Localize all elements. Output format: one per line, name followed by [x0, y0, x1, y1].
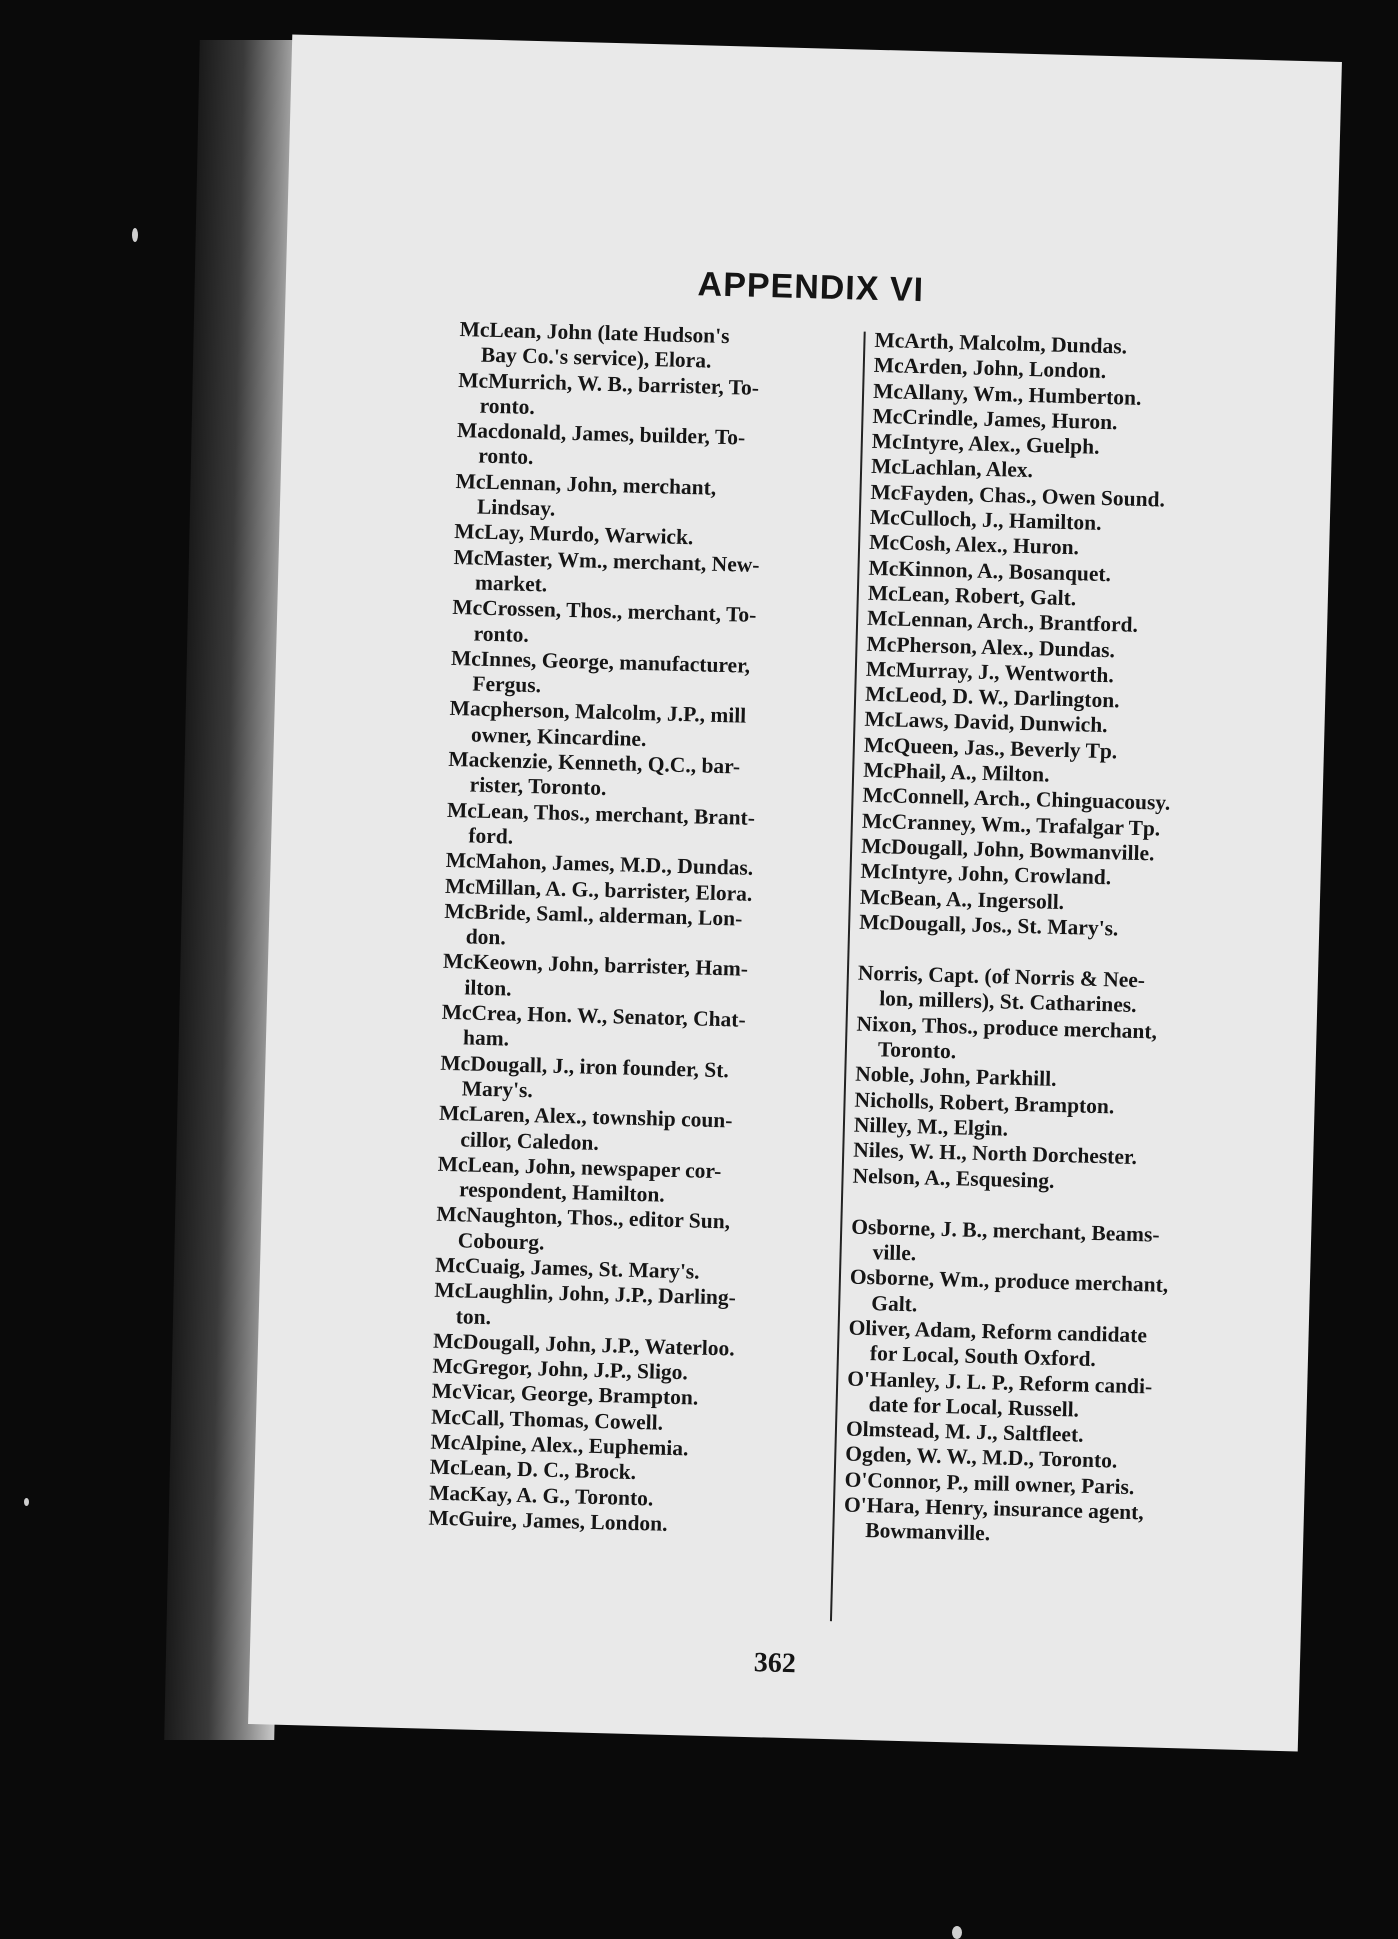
entry-continuation: Toronto. — [877, 1037, 957, 1064]
entry-continuation: Galt. — [870, 1290, 918, 1317]
entry-line: McDougall, John, J.P., Waterloo. — [432, 1328, 735, 1361]
entry-continuation: rister, Toronto. — [469, 772, 607, 801]
entry-continuation: date for Local, Russell. — [868, 1391, 1080, 1422]
entry-continuation: Lindsay. — [476, 494, 556, 521]
entry-line: McQueen, Jas., Beverly Tp. — [863, 732, 1118, 764]
entry-line: McCranney, Wm., Trafalgar Tp. — [861, 808, 1161, 841]
entry-line: McCosh, Alex., Huron. — [868, 530, 1080, 560]
entry-continuation: Fergus. — [472, 671, 542, 698]
entry-continuation: cillor, Caledon. — [460, 1126, 600, 1155]
entry-line: McCrea, Hon. W., Senator, Chat- — [441, 999, 746, 1032]
entry-line: McLaughlin, John, J.P., Darling- — [434, 1277, 737, 1310]
entry-line: McKinnon, A., Bosanquet. — [868, 555, 1112, 586]
entry-line: Osborne, J. B., merchant, Beams- — [850, 1214, 1160, 1247]
entry-line: Nixon, Thos., produce merchant, — [856, 1011, 1158, 1044]
entry-line: McBride, Saml., alderman, Lon- — [444, 898, 743, 931]
entry-line: McLennan, John, merchant, — [455, 468, 717, 500]
entry-line: Osborne, Wm., produce merchant, — [849, 1264, 1169, 1298]
entry-line: McArden, John, London. — [873, 353, 1107, 384]
entry-continuation: ronto. — [473, 621, 530, 647]
entry-line: McBean, A., Ingersoll. — [859, 884, 1065, 914]
entry-line: McCrindle, James, Huron. — [872, 403, 1118, 435]
entry-line: McLean, John, newspaper cor- — [437, 1151, 722, 1183]
page-number: 362 — [753, 1647, 797, 1680]
entry-line: McIntyre, John, Crowland. — [860, 858, 1112, 890]
book-page — [248, 35, 1342, 1752]
entry-line: McLean, Thos., merchant, Brant- — [446, 797, 756, 830]
entry-line: McAllany, Wm., Humberton. — [872, 378, 1142, 410]
entry-continuation: owner, Kincardine. — [470, 722, 647, 751]
entry-continuation: ford. — [468, 823, 514, 849]
entry-line: McGregor, John, J.P., Sligo. — [432, 1353, 689, 1385]
entry-continuation: ilton. — [464, 975, 512, 1001]
entry-line: McPherson, Alex., Dundas. — [866, 631, 1116, 662]
entry-continuation: ham. — [462, 1025, 510, 1051]
entry-line: Nelson, A., Esquesing. — [852, 1163, 1055, 1193]
entry-line: McConnell, Arch., Chinguacousy. — [862, 783, 1171, 816]
entry-line: McGuire, James, London. — [428, 1505, 668, 1536]
entry-line: McCuaig, James, St. Mary's. — [434, 1252, 700, 1284]
entry-line: McPhail, A., Milton. — [862, 757, 1050, 787]
entry-line: McLean, John (late Hudson's — [459, 317, 730, 349]
entry-line: McNaughton, Thos., editor Sun, — [436, 1202, 731, 1234]
scan-speck — [24, 1498, 29, 1506]
entry-continuation: ronto. — [478, 444, 534, 470]
entry-line: McIntyre, Alex., Guelph. — [871, 429, 1100, 460]
entry-line: Noble, John, Parkhill. — [854, 1061, 1057, 1092]
entry-line: Nicholls, Robert, Brampton. — [854, 1087, 1115, 1119]
entry-line: McDougall, Jos., St. Mary's. — [858, 909, 1119, 941]
entry-continuation: Bowmanville. — [865, 1518, 991, 1546]
entry-line: Oliver, Adam, Reform candidate — [848, 1315, 1148, 1348]
right-column — [843, 328, 1275, 1554]
entry-line: McLaws, David, Dunwich. — [864, 707, 1108, 738]
entry-line: McLean, Robert, Galt. — [867, 580, 1077, 611]
entry-line: McFayden, Chas., Owen Sound. — [870, 479, 1166, 512]
entry-line: McMurrich, W. B., barrister, To- — [458, 367, 760, 400]
entry-line: McMurray, J., Wentworth. — [865, 656, 1115, 688]
entry-line: McCulloch, J., Hamilton. — [869, 504, 1102, 535]
entry-line: McMaster, Wm., merchant, New- — [453, 544, 760, 577]
entry-continuation: for Local, South Oxford. — [869, 1341, 1097, 1372]
entry-line: McVicar, George, Brampton. — [431, 1379, 699, 1411]
entry-line: O'Hara, Henry, insurance agent, — [843, 1492, 1145, 1525]
entry-line: MacKay, A. G., Toronto. — [428, 1480, 654, 1511]
entry-continuation: ronto. — [479, 393, 536, 419]
entry-line: Niles, W. H., North Dorchester. — [852, 1137, 1138, 1170]
entry-continuation: don. — [465, 924, 507, 950]
entry-line: Macpherson, Malcolm, J.P., mill — [449, 696, 747, 729]
entry-line: McLeod, D. W., Darlington. — [864, 681, 1120, 713]
entry-line: McLennan, Arch., Brantford. — [866, 606, 1139, 638]
entry-line: McArth, Malcolm, Dundas. — [874, 327, 1128, 359]
entry-line: McDougall, John, Bowmanville. — [860, 833, 1155, 866]
entry-line: McCall, Thomas, Cowell. — [430, 1404, 664, 1435]
entry-line: Nilley, M., Elgin. — [853, 1112, 1009, 1141]
scan-speck — [952, 1926, 962, 1939]
entry-continuation: lon, millers), St. Catharines. — [878, 986, 1137, 1018]
entry-line: O'Hanley, J. L. P., Reform candi- — [847, 1366, 1153, 1399]
entry-line: McMillan, A. G., barrister, Elora. — [444, 873, 753, 906]
entry-line: Mackenzie, Kenneth, Q.C., bar- — [448, 746, 741, 779]
entry-line: Macdonald, James, builder, To- — [456, 418, 746, 450]
entry-continuation: respondent, Hamilton. — [458, 1177, 666, 1207]
entry-line: Norris, Capt. (of Norris & Nee- — [857, 960, 1146, 993]
entry-line: Olmstead, M. J., Saltfleet. — [845, 1416, 1084, 1447]
scan-speck — [132, 228, 138, 242]
entry-line: McLay, Murdo, Warwick. — [454, 519, 694, 550]
entry-line: Ogden, W. W., M.D., Toronto. — [845, 1441, 1118, 1474]
appendix-heading: APPENDIX VI — [697, 265, 925, 310]
entry-line: McKeown, John, barrister, Ham- — [442, 949, 749, 982]
entry-continuation: ton. — [455, 1303, 492, 1329]
entry-line: McLachlan, Alex. — [870, 454, 1034, 483]
entry-line: McAlpine, Alex., Euphemia. — [430, 1429, 689, 1461]
entry-line: McCrossen, Thos., merchant, To- — [452, 595, 757, 628]
entry-continuation: Bay Co.'s service), Elora. — [480, 342, 712, 373]
entry-line: McDougall, J., iron founder, St. — [440, 1050, 730, 1082]
entry-continuation: Cobourg. — [457, 1227, 545, 1255]
entry-line: McInnes, George, manufacturer, — [450, 645, 751, 678]
entry-continuation: ville. — [872, 1240, 917, 1266]
directory-entry — [843, 1493, 1244, 1554]
entry-line: O'Connor, P., mill owner, Paris. — [844, 1467, 1135, 1499]
entry-line: McMahon, James, M.D., Dundas. — [445, 848, 754, 881]
left-column — [428, 317, 860, 1541]
entry-continuation: market. — [474, 570, 548, 597]
entry-continuation: Mary's. — [461, 1076, 534, 1103]
entry-line: McLaren, Alex., township coun- — [438, 1100, 733, 1133]
entry-line: McLean, D. C., Brock. — [429, 1455, 637, 1485]
